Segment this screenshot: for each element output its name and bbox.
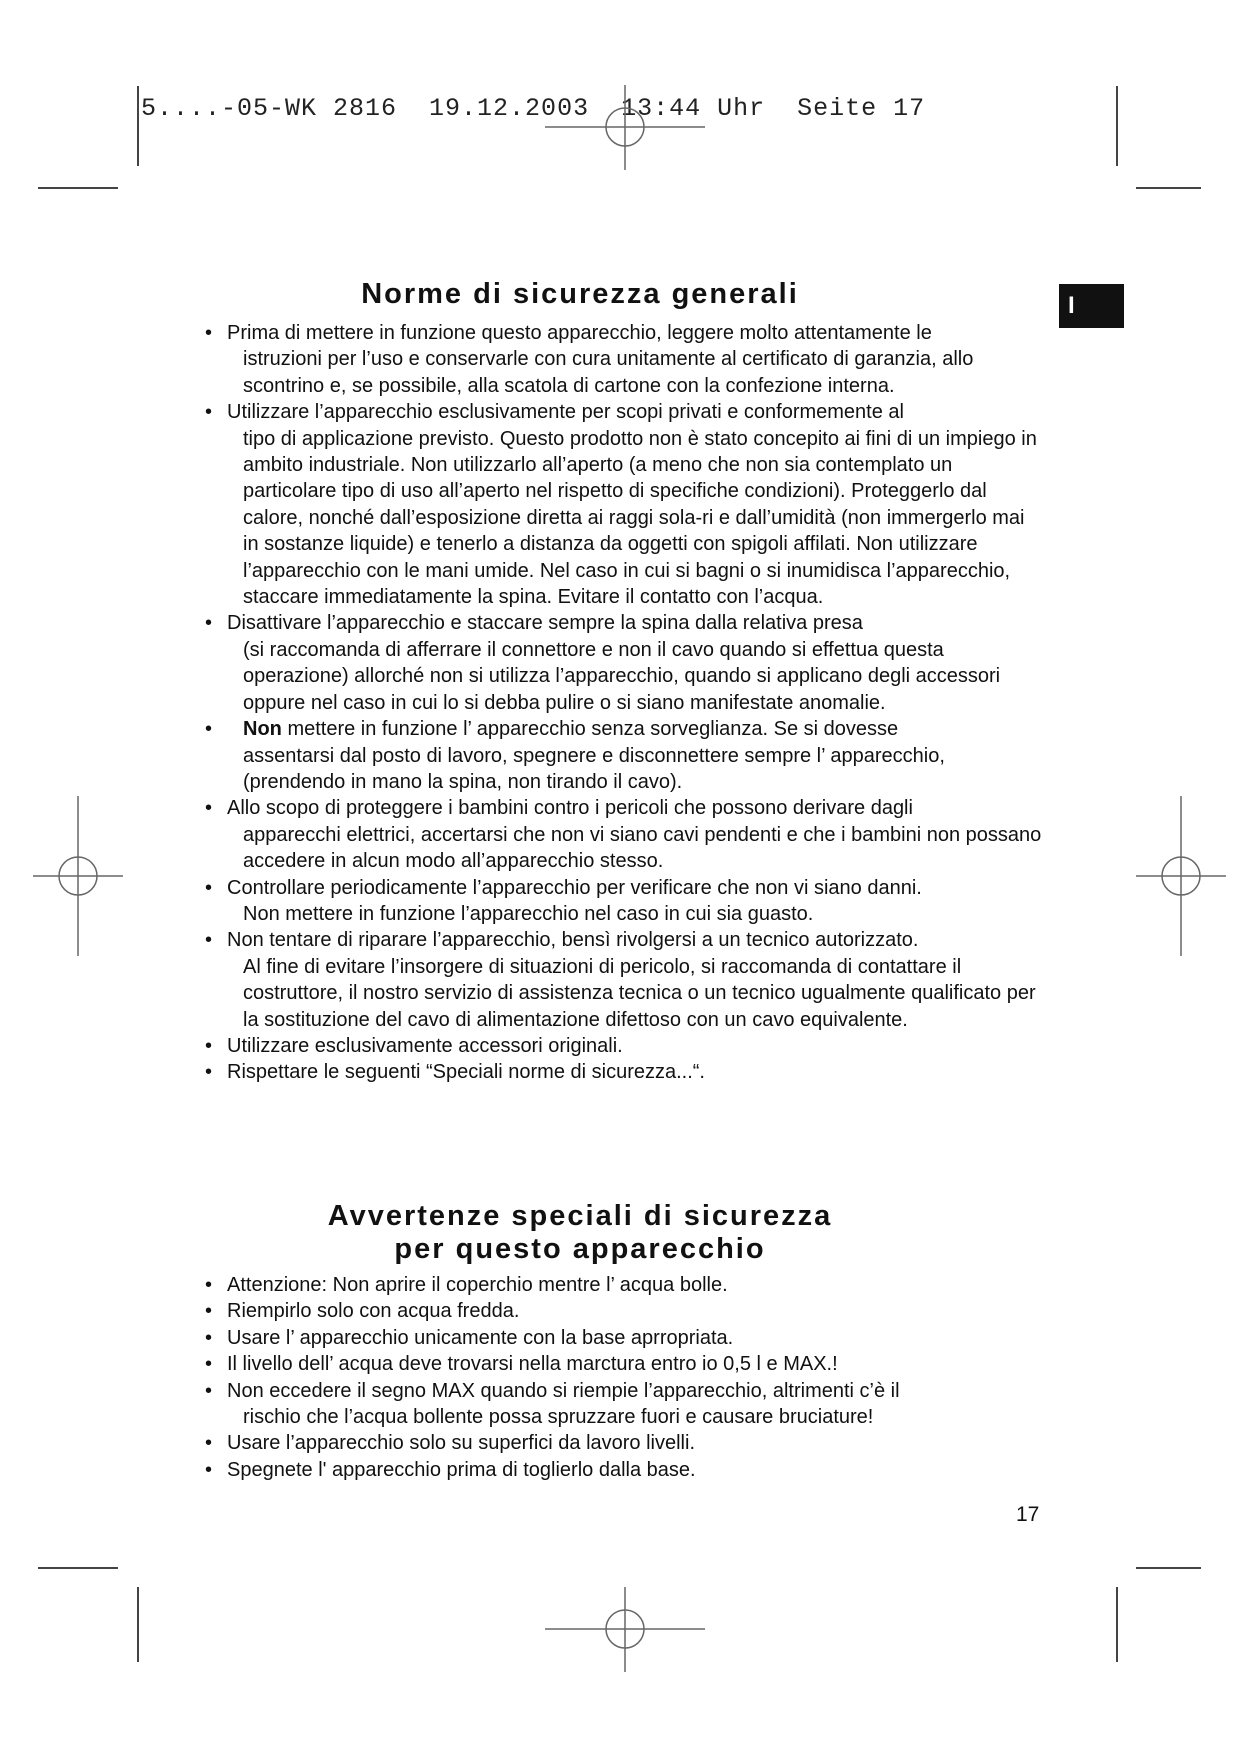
list-item: [205, 610, 1045, 716]
bullet-mark: •: [205, 1300, 213, 1323]
list-item: [205, 1298, 1045, 1324]
list-item-first-line: Attenzione: Non aprire il coperchio mentre l’ acqua bolle.: [227, 1274, 728, 1296]
bullet-mark: •: [205, 1432, 213, 1455]
list-item: [205, 927, 1045, 1033]
list-item-first-line: Il livello dell’ acqua deve trovarsi nella marctura entro io 0,5 l e MAX.!: [227, 1353, 838, 1376]
section-title-line-1: Avvertenze speciali di sicurezza: [327, 1200, 833, 1232]
bullet-mark: •: [205, 929, 213, 952]
list-item: [205, 716, 1045, 795]
crop-mark-top-left-horizontal: [38, 187, 118, 189]
list-item-first-line: Usare l’ apparecchio unicamente con la base aprropriata.: [227, 1326, 734, 1349]
registration-mark-right: [1136, 796, 1226, 956]
list-item: [205, 320, 1045, 399]
list-item-first-line: Non eccedere il segno MAX quando si riempie l’apparecchio, altrimenti c’è il: [227, 1379, 900, 1402]
section-title-line-2: per questo apparecchio: [394, 1233, 766, 1265]
list-item: [205, 1325, 1045, 1351]
list-item-first-line: Disattivare l’apparecchio e staccare sempre la spina dalla relativa presa: [227, 612, 863, 635]
bullet-mark: •: [205, 1458, 213, 1481]
crop-mark-top-right-vertical: [1116, 86, 1118, 166]
list-item-first-line: Controllare periodicamente l’apparecchio per verificare che non vi siano danni.: [227, 876, 922, 899]
list-item-continuation: assentarsi dal posto di lavoro, spegnere e disconnettere sempre l’ apparecchio, (prendendo in mano la spina, non tirando il cavo).: [243, 744, 945, 793]
list-item: [205, 1272, 1045, 1298]
list-item-continuation: Non mettere in funzione l’apparecchio nel caso in cui sia guasto.: [243, 902, 814, 925]
list-item-continuation: tipo di applicazione previsto. Questo prodotto non è stato concepito ai fini di un impiego in ambito industriale. Non utilizzarlo all’aperto (a meno che non sia contemplato un particolare tipo di uso all’aperto nel rispetto di specifiche condizioni). Proteggerlo dal calore, nonché dall’esposizione diretta ai raggi sola-ri e dall’umidità (non immergerlo mai in sostanze liquide) e tenerlo a distanza da oggetti con spigoli affilati. Non utilizzare l’apparecchio con le mani umide. Nel caso in cui si bagni o si inumidisca l’apparecchio, staccare immediatamente la spina. Evitare il contatto con l’acqua.: [243, 427, 1037, 609]
language-tab-label: I: [1068, 292, 1075, 319]
bullet-mark: •: [205, 718, 213, 741]
list-item: [205, 1378, 1045, 1431]
list-item-first-line: Allo scopo di proteggere i bambini contro i pericoli che possono derivare dagli: [227, 797, 913, 820]
list-item: [205, 1351, 1045, 1377]
list-item-first-line: Utilizzare l’apparecchio esclusivamente per scopi privati e conformemente al: [227, 401, 904, 424]
bullet-mark: •: [205, 322, 213, 344]
list-item-continuation: apparecchi elettrici, accertarsi che non vi siano cavi pendenti e che i bambini non possano accedere in alcun modo all’apparecchio stesso.: [243, 823, 1042, 873]
list-item-first-line: Utilizzare esclusivamente accessori originali.: [227, 1034, 623, 1057]
bullet-mark: •: [205, 1353, 213, 1376]
emphasis-text: Non: [243, 718, 282, 741]
list-item: [205, 399, 1045, 610]
section-title-general-safety: Norme di sicurezza generali: [361, 278, 799, 310]
list-item-first-line-text: mettere in funzione l’ apparecchio senza sorveglianza. Se si dovesse: [281, 718, 899, 741]
registration-mark-left: [33, 796, 123, 956]
print-header: 5....-05-WK 2816 19.12.2003 13:44 Uhr Seite 17: [141, 94, 926, 123]
list-item: [205, 875, 1045, 928]
list-item-first-line: Rispettare le seguenti “Speciali norme di sicurezza...“.: [227, 1061, 705, 1084]
bullet-mark: •: [205, 1061, 213, 1084]
bullet-mark: •: [205, 1326, 213, 1349]
crop-mark-bottom-left-horizontal: [38, 1567, 118, 1569]
registration-mark-bottom: [545, 1587, 705, 1672]
crop-mark-bottom-left-vertical: [137, 1587, 139, 1662]
list-item-first-line: Usare l’apparecchio solo su superfici da lavoro livelli.: [227, 1432, 695, 1455]
list-item: [205, 1033, 1045, 1059]
section-title-special-warnings: [200, 1200, 960, 1266]
bullet-mark: •: [205, 1274, 213, 1296]
crop-mark-bottom-right-horizontal: [1136, 1567, 1201, 1569]
list-item-continuation: rischio che l’acqua bollente possa spruzzare fuori e causare bruciature!: [243, 1406, 874, 1429]
bullet-mark: •: [205, 876, 213, 899]
bullet-mark: •: [205, 612, 213, 635]
crop-mark-bottom-right-vertical: [1116, 1587, 1118, 1662]
bullet-mark: •: [205, 797, 213, 820]
crop-mark-top-right-horizontal: [1136, 187, 1201, 189]
crop-mark-top-left-vertical: [137, 86, 139, 166]
list-item-continuation: (si raccomanda di afferrare il connettore e non il cavo quando si effettua questa operazione) allorché non si utilizza l’apparecchio, quando si applicano degli accessori oppure nel caso in cui lo si debba pulire o si siano manifestate anomalie.: [243, 638, 1001, 714]
list-item-first-line: [243, 718, 898, 740]
list-item-first-line: Prima di mettere in funzione questo apparecchio, leggere molto attentamente le: [227, 322, 932, 344]
language-tab: [1059, 284, 1124, 328]
list-item: [205, 1430, 1045, 1456]
special-warnings-list: [205, 1272, 1045, 1483]
general-safety-list: [205, 320, 1045, 1086]
bullet-mark: •: [205, 1379, 213, 1402]
list-item-first-line: Spegnete l' apparecchio prima di toglierlo dalla base.: [227, 1458, 696, 1481]
list-item-first-line: Non tentare di riparare l’apparecchio, bensì rivolgersi a un tecnico autorizzato.: [227, 929, 919, 952]
list-item-first-line: Riempirlo solo con acqua fredda.: [227, 1300, 520, 1323]
bullet-mark: •: [205, 1034, 213, 1057]
list-item: [205, 1457, 1045, 1483]
list-item-continuation: istruzioni per l’uso e conservarle con cura unitamente al certificato di garanzia, allo scontrino e, se possibile, alla scatola di cartone con la confezione interna.: [243, 348, 974, 397]
list-item: [205, 1059, 1045, 1085]
list-item-continuation: Al fine di evitare l’insorgere di situazioni di pericolo, si raccomanda di contattare il costruttore, il nostro servizio di assistenza tecnica o un tecnico ugualmente qualificato per la sostituzione del cavo di alimentazione difettoso con un cavo equivalente.: [243, 955, 1036, 1031]
page-number: 17: [1016, 1503, 1040, 1526]
list-item: [205, 795, 1045, 874]
bullet-mark: •: [205, 401, 213, 424]
registration-mark-top: [545, 85, 705, 170]
